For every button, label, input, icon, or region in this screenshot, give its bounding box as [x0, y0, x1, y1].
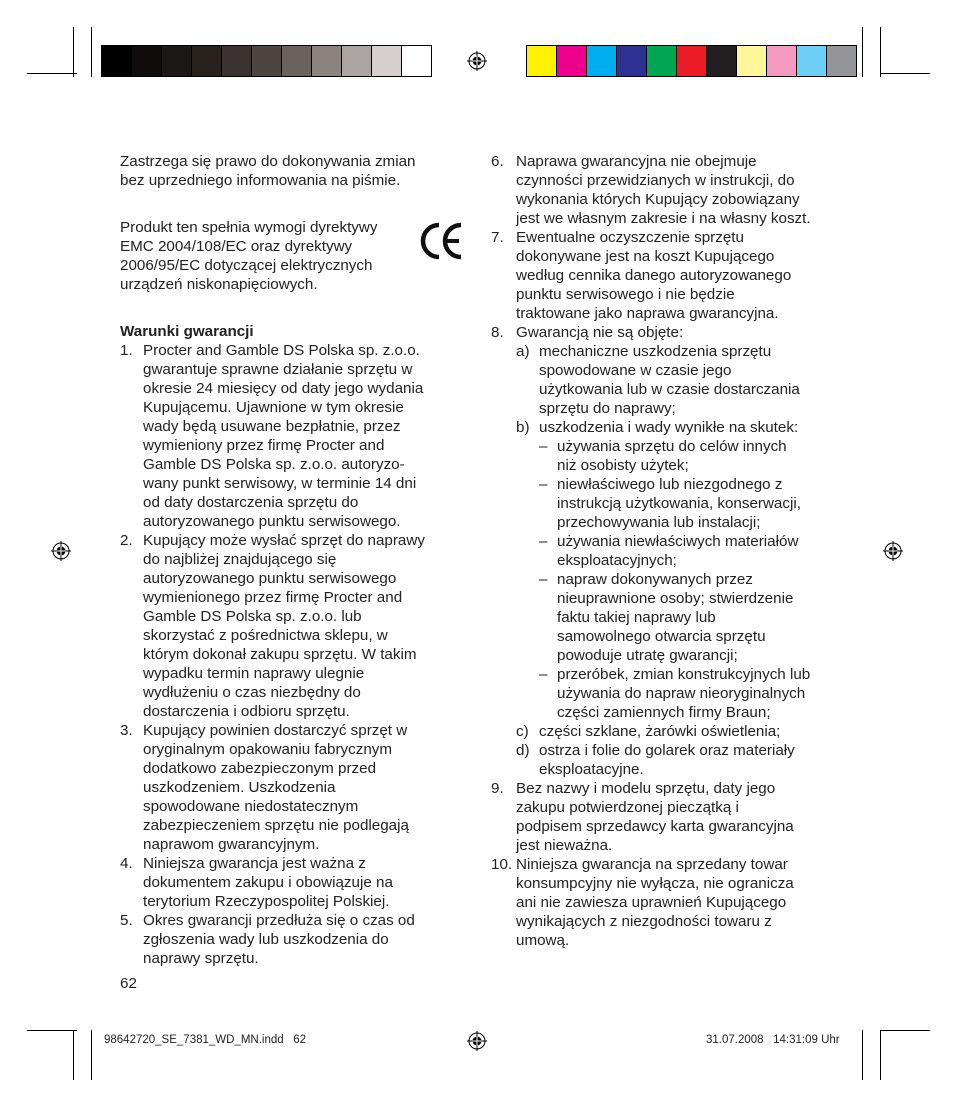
text-line: urządzeń niskonapięciowych. — [120, 276, 318, 293]
text-line: zgłoszenia wady lub uszkodzenia do — [143, 931, 389, 948]
text-line: podpisem sprzedawcy karta gwarancyjna — [516, 818, 794, 835]
text-line: instrukcją użytkowania, konserwacji, — [557, 495, 801, 512]
intro-paragraph-directives — [120, 218, 420, 294]
list-item-number: 10. — [491, 856, 513, 873]
text-line: wany punkt serwisowy, w terminie 14 dni — [143, 475, 417, 492]
text-line: według cennika danego autoryzowanego — [516, 267, 792, 284]
color-swatch — [252, 46, 282, 76]
color-swatch — [647, 46, 677, 76]
text-line: jest we własnym zakresie i na własny koszt. — [516, 210, 811, 227]
text-line: dokumentem zakupu i obowiązuje na — [143, 874, 393, 891]
color-swatch — [222, 46, 252, 76]
list-item-number: 5. — [120, 912, 133, 929]
color-swatch — [342, 46, 372, 76]
color-swatch — [737, 46, 767, 76]
list-item-text — [539, 342, 836, 418]
color-swatch — [162, 46, 192, 76]
text-line: jest nieważna. — [516, 837, 613, 854]
list-item-text — [143, 854, 460, 911]
text-line: zabezpieczeniem sprzętu nie podlegają — [143, 817, 409, 834]
text-line: dodatkowo zabezpieczonym przed — [143, 760, 377, 777]
list-item-text — [539, 741, 836, 779]
text-line: części szklane, żarówki oświetlenia; — [539, 723, 781, 740]
list-item-text — [516, 228, 836, 323]
text-line: punktu serwisowego i nie będzie — [516, 286, 735, 303]
list-item-number: 4. — [120, 855, 133, 872]
list-item-number: b) — [516, 419, 530, 436]
intro-paragraph-reservation — [120, 152, 460, 190]
warranty-list-right — [491, 152, 836, 950]
list-item-number: a) — [516, 343, 530, 360]
list-item — [491, 323, 836, 779]
color-swatch — [587, 46, 617, 76]
list-item — [491, 152, 836, 228]
text-line: mechaniczne uszkodzenia sprzętu — [539, 343, 772, 360]
list-item-text — [539, 722, 836, 741]
list-item-number: 8. — [491, 324, 504, 341]
registration-mark-icon — [51, 541, 71, 561]
text-line: napraw dokonywanych przez — [557, 571, 753, 588]
list-item — [120, 341, 460, 531]
text-line: Niniejsza gwarancja na sprzedany towar — [516, 856, 788, 873]
text-line: wady będą usuwane bezpłatnie, przez — [143, 418, 401, 435]
text-line: uszkodzenia i wady wynikłe na skutek: — [539, 419, 799, 436]
crop-mark — [27, 73, 77, 74]
text-line: Ewentualne oczyszczenie sprzętu — [516, 229, 744, 246]
list-item-text — [143, 911, 460, 968]
text-line: Gamble DS Polska sp. z.o.o. autoryzo- — [143, 456, 405, 473]
crop-mark — [880, 1030, 881, 1080]
footer-file-name: 98642720_SE_7381_WD_MN.indd 62 — [104, 1034, 307, 1046]
text-line: wydłużeniu o czas niezbędny do — [143, 684, 361, 701]
list-item — [120, 911, 460, 968]
footer-timestamp: 31.07.2008 14:31:09 Uhr — [706, 1034, 840, 1046]
color-swatch — [282, 46, 312, 76]
page-number: 62 — [120, 975, 137, 992]
text-line: Okres gwarancji przedłuża się o czas od — [143, 912, 415, 929]
list-item — [491, 779, 836, 855]
crop-mark — [27, 1030, 77, 1031]
text-line: wykonania których Kupujący zobowiązany — [516, 191, 800, 208]
dash-bullet: – — [539, 438, 548, 455]
color-swatch — [192, 46, 222, 76]
crop-mark — [880, 27, 881, 77]
text-line: naprawom gwarancyjnym. — [143, 836, 320, 853]
text-line: dokonywane jest na koszt Kupującego — [516, 248, 775, 265]
text-line: ani nie zawiesza uprawnień Kupującego — [516, 894, 787, 911]
text-line: powoduje utratę gwarancji; — [557, 647, 738, 664]
list-item — [120, 854, 460, 911]
crop-mark — [73, 1030, 74, 1080]
text-line: części zamiennych firmy Braun; — [557, 704, 771, 721]
crop-mark — [880, 73, 930, 74]
list-item-number: d) — [516, 742, 530, 759]
list-item-text — [143, 531, 460, 721]
text-line: bez uprzedniego informowania na piśmie. — [120, 172, 401, 189]
color-swatch — [677, 46, 707, 76]
text-line: którym dokonał zakupu sprzętu. W takim — [143, 646, 417, 663]
list-item — [516, 741, 836, 779]
text-line: skorzystać z pośrednictwa sklepu, w — [143, 627, 388, 644]
text-line: Zastrzega się prawo do dokonywania zmian — [120, 153, 416, 170]
text-line: niewłaściwego lub niezgodnego z — [557, 476, 783, 493]
text-line: użytkowania lub w czasie dostarczania — [539, 381, 800, 398]
color-swatch — [767, 46, 797, 76]
text-line: Kupujący powinien dostarczyć sprzęt w — [143, 722, 408, 739]
dash-list-item — [539, 570, 836, 665]
text-line: Naprawa gwarancyjna nie obejmuje — [516, 153, 757, 170]
list-item-text — [516, 779, 836, 855]
crop-mark — [91, 1030, 92, 1080]
text-line: sprzętu do naprawy; — [539, 400, 676, 417]
text-line: spowodowane niedostatecznym — [143, 798, 359, 815]
text-line: Gwarancją nie są objęte: — [516, 324, 684, 341]
dash-list-item — [539, 665, 836, 722]
color-swatch — [827, 46, 856, 76]
text-line: traktowane jako naprawa gwarancyjna. — [516, 305, 779, 322]
text-line: konsumpcyjny nie wyłącza, nie ogranicza — [516, 875, 794, 892]
text-line: używania niewłaściwych materiałów — [557, 533, 799, 550]
list-item-text — [143, 721, 460, 854]
dash-list-item — [539, 437, 836, 475]
text-line: wypadku termin naprawy ulegnie — [143, 665, 365, 682]
text-line: zakupu potwierdzonej pieczątką i — [516, 799, 739, 816]
registration-mark-icon — [467, 1031, 487, 1051]
color-swatch — [402, 46, 431, 76]
dash-list-item — [539, 532, 836, 570]
list-item-text — [516, 323, 836, 779]
text-line: EMC 2004/108/EC oraz dyrektywy — [120, 238, 353, 255]
color-swatch — [132, 46, 162, 76]
text-line: Bez nazwy i modelu sprzętu, daty jego — [516, 780, 776, 797]
list-item-number: c) — [516, 723, 529, 740]
crop-mark — [862, 1030, 863, 1080]
text-line: Kupujący może wysłać sprzęt do naprawy — [143, 532, 425, 549]
list-item-text — [539, 418, 836, 722]
crop-mark — [91, 27, 92, 77]
dash-bullet: – — [539, 571, 548, 588]
color-swatch — [102, 46, 132, 76]
dash-bullet: – — [539, 666, 548, 683]
text-line: eksploatacyjne. — [539, 761, 644, 778]
warranty-heading: Warunki gwarancji — [120, 323, 254, 340]
color-swatch — [527, 46, 557, 76]
text-line: od daty dostarczenia sprzętu do — [143, 494, 359, 511]
list-item-number: 9. — [491, 780, 504, 797]
text-line: okresie 24 miesięcy od daty jego wydania — [143, 380, 424, 397]
text-line: oryginalnym opakowaniu fabrycznym — [143, 741, 393, 758]
text-line: Kupującemu. Ujawnione w tym okresie — [143, 399, 404, 416]
crop-mark — [880, 1030, 930, 1031]
text-line: 2006/95/EC dotyczącej elektrycznych — [120, 257, 373, 274]
text-line: spowodowane w czasie jego — [539, 362, 732, 379]
color-swatch — [797, 46, 827, 76]
grayscale-color-bar — [101, 45, 432, 77]
crop-mark — [73, 27, 74, 77]
text-line: niż osobisty użytek; — [557, 457, 689, 474]
ce-mark-icon — [419, 221, 465, 261]
text-line: używania do napraw nieoryginalnych — [557, 685, 806, 702]
list-item-text — [516, 152, 836, 228]
text-line: nieuprawnione osoby; stwierdzenie — [557, 590, 794, 607]
text-line: Produkt ten spełnia wymogi dyrektywy — [120, 219, 378, 236]
list-item — [120, 531, 460, 721]
color-swatch — [372, 46, 402, 76]
text-line: terytorium Rzeczypospolitej Polskiej. — [143, 893, 390, 910]
list-item-number: 3. — [120, 722, 133, 739]
text-line: eksploatacyjnych; — [557, 552, 677, 569]
list-item-text — [516, 855, 836, 950]
registration-mark-icon — [883, 541, 903, 561]
list-item-number: 2. — [120, 532, 133, 549]
text-line: autoryzowanego punktu serwisowego. — [143, 513, 401, 530]
list-item-number: 1. — [120, 342, 133, 359]
color-swatch — [312, 46, 342, 76]
color-swatch — [557, 46, 587, 76]
text-line: dostarczenia i odbioru sprzętu. — [143, 703, 350, 720]
text-line: ostrza i folie do golarek oraz materiały — [539, 742, 795, 759]
list-item — [120, 721, 460, 854]
list-item — [516, 722, 836, 741]
text-line: faktu takiej naprawy lub — [557, 609, 716, 626]
text-line: wymieniony przez firmę Procter and — [143, 437, 385, 454]
text-line: uszkodzeniem. Uszkodzenia — [143, 779, 336, 796]
dash-bullet: – — [539, 476, 548, 493]
text-line: gwarantuje sprawne działanie sprzętu w — [143, 361, 413, 378]
dash-list-item — [539, 475, 836, 532]
color-swatch — [617, 46, 647, 76]
list-item-number: 7. — [491, 229, 504, 246]
text-line: do najbliżej znajdującego się — [143, 551, 337, 568]
text-line: wynikających z niezgodności towaru z — [516, 913, 772, 930]
list-item — [516, 418, 836, 722]
warranty-list-left — [120, 341, 460, 968]
dash-bullet: – — [539, 533, 548, 550]
text-line: autoryzowanego punktu serwisowego — [143, 570, 397, 587]
list-item — [491, 855, 836, 950]
text-line: naprawy sprzętu. — [143, 950, 259, 967]
list-item-number: 6. — [491, 153, 504, 170]
text-line: wymienionego przez firmę Procter and — [143, 589, 403, 606]
text-line: Procter and Gamble DS Polska sp. z.o.o. — [143, 342, 420, 359]
text-line: samowolnego otwarcia sprzętu — [557, 628, 766, 645]
text-line: Niniejsza gwarancja jest ważna z — [143, 855, 366, 872]
text-line: Gamble DS Polska sp. z.o.o. lub — [143, 608, 362, 625]
text-line: czynności przewidzianych w instrukcji, do — [516, 172, 795, 189]
text-line: używania sprzętu do celów innych — [557, 438, 787, 455]
text-line: przechowywania lub instalacji; — [557, 514, 761, 531]
crop-mark — [862, 27, 863, 77]
list-item — [516, 342, 836, 418]
registration-mark-icon — [467, 51, 487, 71]
process-color-bar — [526, 45, 857, 77]
list-item — [491, 228, 836, 323]
text-line: przeróbek, zmian konstrukcyjnych lub — [557, 666, 811, 683]
list-item-text — [143, 341, 460, 531]
text-line: umową. — [516, 932, 570, 949]
color-swatch — [707, 46, 737, 76]
